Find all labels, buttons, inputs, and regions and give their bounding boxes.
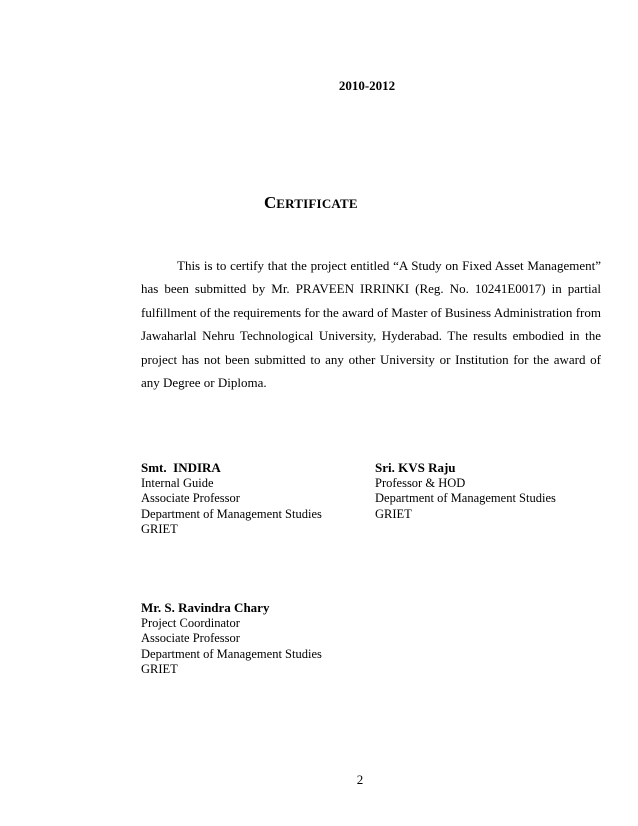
- certificate-body: [141, 254, 601, 394]
- hod-role: Professor & HOD: [375, 475, 466, 490]
- coordinator-institution: GRIET: [141, 662, 178, 676]
- guide-department: Department of Management Studies: [141, 506, 322, 521]
- certificate-body-text: This is to certify that the project entitled “A Study on Fixed Asset Management” has been submitted by Mr. PRAVEEN IRRINKI (Reg. No. 10241E0017) in partial fulfillment of the requirements for the award of Master of Business Administration from Jawaharlal Nehru Technological University, Hyderabad. The results embodied in the project has not been submitted to any other University or Institution for the award of any Degree or Diploma.: [141, 258, 601, 391]
- certificate-title: [264, 193, 358, 213]
- signatory-hod: [375, 460, 556, 522]
- title-first-letter: C: [264, 193, 277, 212]
- guide-role: Internal Guide: [141, 475, 214, 490]
- coordinator-role: Project Coordinator: [141, 615, 240, 630]
- guide-institution: GRIET: [141, 522, 178, 536]
- year-range: 2010-2012: [338, 78, 396, 93]
- guide-name: Smt. INDIRA: [141, 460, 221, 475]
- guide-designation: Associate Professor: [141, 491, 240, 505]
- hod-name: Sri. KVS Raju: [375, 460, 456, 475]
- coordinator-designation: Associate Professor: [141, 631, 240, 645]
- hod-department: Department of Management Studies: [375, 491, 556, 505]
- page-number: 2: [356, 772, 364, 787]
- signatory-guide: [141, 460, 322, 538]
- coordinator-name: Mr. S. Ravindra Chary: [141, 600, 270, 615]
- title-rest: ERTIFICATE: [276, 196, 358, 211]
- coordinator-department: Department of Management Studies: [141, 646, 322, 661]
- hod-institution: GRIET: [375, 506, 412, 521]
- signatory-coordinator: [141, 600, 322, 678]
